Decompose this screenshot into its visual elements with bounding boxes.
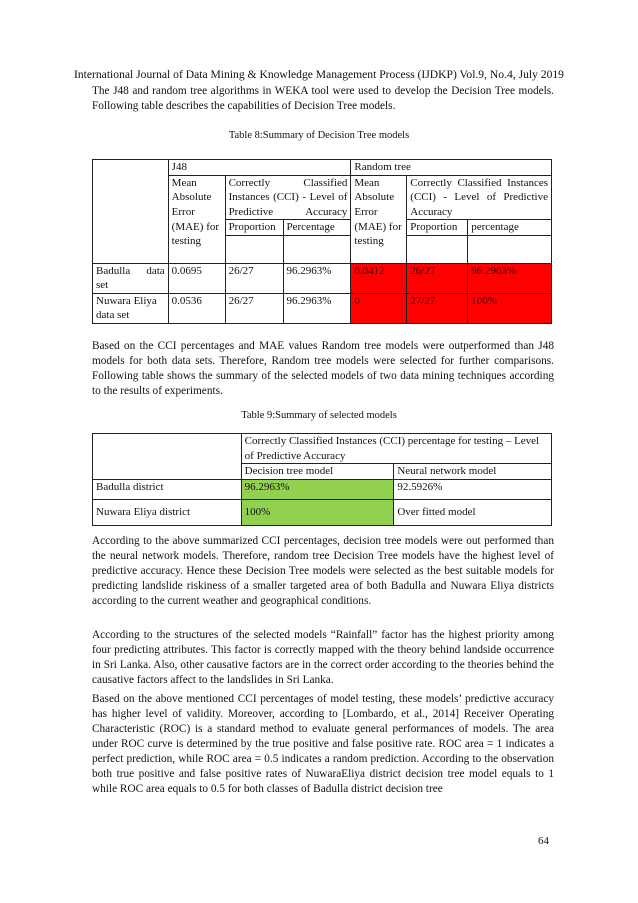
table9-highlight-cell: 96.2963% <box>241 479 394 499</box>
intro-paragraph: The J48 and random tree algorithms in WEKA tool were used to develop the Decision Tree models. Following table describes the capabilities of Decision Tree models. <box>92 85 554 112</box>
page-number: 64 <box>538 835 549 847</box>
table8-j48-cci-header: Correctly Classified Instances (CCI) - Level of Predictive Accuracy <box>225 175 351 220</box>
table9-decision-tree-header: Decision tree model <box>241 464 394 480</box>
table8-cell: 96.2963% <box>283 263 351 293</box>
journal-header: International Journal of Data Mining & Knowledge Management Process (IJDKP) Vol.9, No.4, July 2019 <box>74 68 564 81</box>
table8-cell: 26/27 <box>225 263 283 293</box>
table8-spacer <box>283 235 351 263</box>
table9-caption: Table 9:Summary of selected models <box>241 410 397 421</box>
table8-rt-mae-sub: (MAE) for testing <box>351 220 407 264</box>
table8-j48-percentage-header: Percentage <box>283 220 351 236</box>
table8-decision-tree-summary <box>92 159 552 324</box>
table8-highlight-cell: 0.0412 <box>351 263 407 293</box>
table-row <box>93 293 552 323</box>
table9-row-label: Badulla district <box>93 479 242 499</box>
table9-cci-header: Correctly Classified Instances (CCI) percentage for testing – Level of Predictive Accuracy <box>241 434 551 464</box>
table8-highlight-cell: 0 <box>351 293 407 323</box>
table-row <box>93 434 552 464</box>
table8-rt-mae-header: Mean Absolute Error <box>351 175 407 220</box>
table-row <box>93 479 552 499</box>
table8-spacer <box>468 235 552 263</box>
table8-highlight-cell: 27/27 <box>407 293 468 323</box>
table8-j48-header: J48 <box>168 160 351 176</box>
table8-rt-percentage-header: percentage <box>468 220 552 236</box>
table9-selected-models-summary <box>92 433 552 526</box>
table9-corner-cell <box>93 434 242 480</box>
table8-row-label: Nuwara Eliya data set <box>93 293 169 323</box>
table8-highlight-cell: 100% <box>468 293 552 323</box>
table8-j48-mae-header: Mean Absolute Error <box>168 175 225 220</box>
table8-highlight-cell: 96.2963% <box>468 263 552 293</box>
table8-corner-cell <box>93 160 169 264</box>
table8-spacer <box>407 235 468 263</box>
roc-paragraph: Based on the above mentioned CCI percentages of model testing, these models’ predictive accuracy has higher level of validity. Moreover, according to [Lombardo, et al., 2014] Receiver Operating Characteristic (ROC) is a standard method to evaluate general performances of models. The area under ROC curve is determined by the true positive and false positive rate. ROC area = 1 indicates a perfect prediction, while ROC area = 0.5 indicates a random prediction. According to the observation both true positive and false positive rates of NuwaraEliya district decision tree model equals to 1 while ROC area equals to 0.5 for both classes of Badulla district decision tree <box>92 693 554 795</box>
table8-cell: 96.2963% <box>283 293 351 323</box>
table9-highlight-cell: 100% <box>241 499 394 525</box>
table8-cell: 0.0695 <box>168 263 225 293</box>
table8-row-label: Badulla data set <box>93 263 169 293</box>
table8-spacer <box>225 235 283 263</box>
table-row <box>93 160 552 176</box>
table-row <box>93 499 552 525</box>
table9-neural-network-header: Neural network model <box>394 464 552 480</box>
table8-rt-proportion-header: Proportion <box>407 220 468 236</box>
table8-cell: 0.0536 <box>168 293 225 323</box>
table8-j48-proportion-header: Proportion <box>225 220 283 236</box>
table8-random-tree-header: Random tree <box>351 160 552 176</box>
selection-paragraph: According to the above summarized CCI percentages, decision tree models were out performed than the neural network models. Therefore, random tree Decision Tree models have the highest level of predictive accuracy. Hence these Decision Tree models were selected as the best suitable models for predicting landslide riskiness of a smaller targeted area of both Badulla and Nuwara Eliya districts according to the current weather and geographical conditions. <box>92 535 554 607</box>
table9-cell: Over fitted model <box>394 499 552 525</box>
table9-cell: 92.5926% <box>394 479 552 499</box>
table8-cell: 26/27 <box>225 293 283 323</box>
table-row <box>93 263 552 293</box>
table8-j48-mae-sub: (MAE) for testing <box>168 220 225 264</box>
table8-caption: Table 8:Summary of Decision Tree models <box>228 130 410 141</box>
table8-highlight-cell: 26/27 <box>407 263 468 293</box>
comparison-paragraph: Based on the CCI percentages and MAE values Random tree models were outperformed than J48 models for both data sets. Therefore, Random tree models were selected for further comparisons. Following table shows the summary of the selected models of two data mining techniques according to the results of experiments. <box>92 340 554 397</box>
table9-row-label: Nuwara Eliya district <box>93 499 242 525</box>
table8-rt-cci-header: Correctly Classified Instances (CCI) - Level of Predictive Accuracy <box>407 175 552 220</box>
rainfall-paragraph: According to the structures of the selected models “Rainfall” factor has the highest priority among four predicting attributes. This factor is correctly mapped with the theory behind landside occurrence in Sri Lanka. Also, other causative factors are in the correct order according to the theories behind the causative factors affect to the landslides in Sri Lanka. <box>92 629 554 686</box>
